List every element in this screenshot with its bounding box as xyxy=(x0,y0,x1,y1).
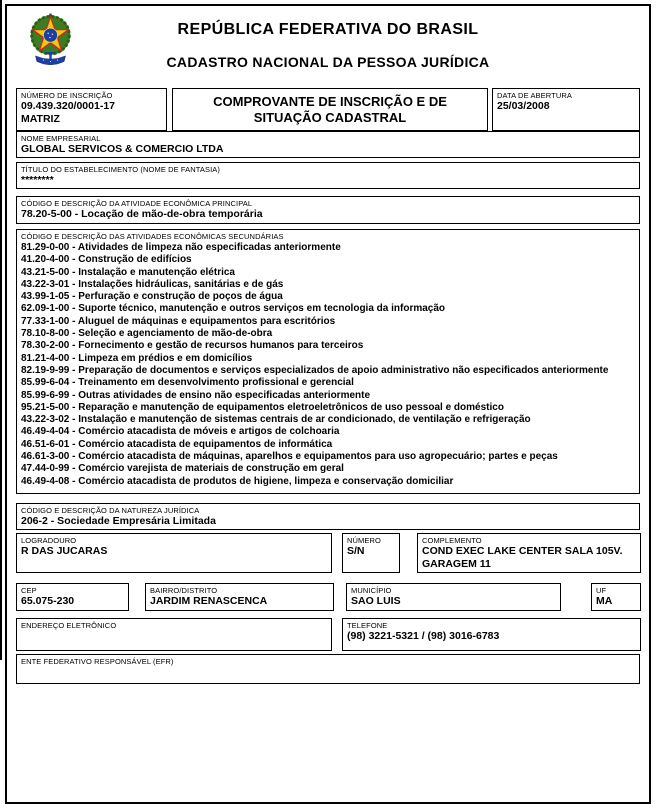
logradouro-label: LOGRADOURO xyxy=(21,536,77,545)
field-logradouro xyxy=(16,533,332,573)
secondary-activity-item: 43.99-1-05 - Perfuração e construção de poços de água xyxy=(21,291,283,303)
secondary-activity-item: 43.21-5-00 - Instalação e manutenção elétrica xyxy=(21,266,235,278)
bairro-value: JARDIM RENASCENCA xyxy=(150,595,268,607)
atividade-principal-label: CÓDIGO E DESCRIÇÃO DA ATIVIDADE ECONÔMICA PRINCIPAL xyxy=(21,199,253,208)
field-telefone xyxy=(342,618,641,651)
logradouro-value: R DAS JUCARAS xyxy=(21,545,108,557)
secondary-activity-item: 82.19-9-99 - Preparação de documentos e serviços especializados de apoio administrativo não especificados anteriormente xyxy=(21,364,609,376)
secondary-activity-item: 81.21-4-00 - Limpeza em prédios e em domicílios xyxy=(21,352,253,364)
bairro-label: BAIRRO/DISTRITO xyxy=(150,586,218,595)
complemento-label: COMPLEMENTO xyxy=(422,536,482,545)
cep-value: 65.075-230 xyxy=(21,595,75,607)
secondary-activity-item: 46.49-4-08 - Comércio atacadista de produtos de higiene, limpeza e conservação domiciliar xyxy=(21,475,454,487)
secondary-activity-item: 47.44-0-99 - Comércio varejista de materiais de construção em geral xyxy=(21,463,344,475)
field-atividades-secundarias xyxy=(16,229,640,494)
complemento-value: COND EXEC LAKE CENTER SALA 105V. GARAGEM 11 xyxy=(422,545,623,570)
field-data-abertura xyxy=(492,88,640,131)
numero-inscricao-value: 09.439.320/0001-17 xyxy=(21,100,116,112)
titulo-estabelecimento-value: ******** xyxy=(21,174,54,186)
telefone-value: (98) 3221-5321 / (98) 3016-6783 xyxy=(347,630,500,642)
natureza-juridica-label: CÓDIGO E DESCRIÇÃO DA NATUREZA JURÍDICA xyxy=(21,506,200,515)
numero-inscricao-label: NÚMERO DE INSCRIÇÃO xyxy=(21,91,113,100)
field-numero xyxy=(342,533,400,573)
secondary-activity-item: 77.33-1-00 - Aluguel de máquinas e equipamentos para escritórios xyxy=(21,315,336,327)
screenshot-left-edge xyxy=(0,0,2,660)
nome-empresarial-value: GLOBAL SERVICOS & COMERCIO LTDA xyxy=(21,143,224,155)
secondary-activities-list xyxy=(21,242,635,488)
secondary-activity-item: 46.49-4-04 - Comércio atacadista de móveis e artigos de colchoaria xyxy=(21,426,340,438)
data-abertura-value: 25/03/2008 xyxy=(497,100,550,112)
field-bairro-distrito xyxy=(145,583,334,611)
field-endereco-eletronico xyxy=(16,618,332,651)
uf-label: UF xyxy=(596,586,607,595)
secondary-activity-item: 81.29-0-00 - Atividades de limpeza não especificadas anteriormente xyxy=(21,242,341,253)
field-ente-federativo xyxy=(16,654,640,684)
field-municipio xyxy=(346,583,561,611)
nome-empresarial-label: NOME EMPRESARIAL xyxy=(21,134,101,143)
secondary-activity-item: 95.21-5-00 - Reparação e manutenção de equipamentos eletroeletrônicos de uso pessoal e doméstico xyxy=(21,401,504,413)
atividade-principal-value: 78.20-5-00 - Locação de mão-de-obra temporária xyxy=(21,208,263,220)
secondary-activity-item: 62.09-1-00 - Suporte técnico, manutenção e outros serviços em tecnologia da informação xyxy=(21,303,446,315)
field-natureza-juridica xyxy=(16,503,640,530)
cep-label: CEP xyxy=(21,586,37,595)
secondary-activity-item: 46.61-3-00 - Comércio atacadista de máquinas, aparelhos e equipamentos para uso agropecuário; partes e peças xyxy=(21,451,558,463)
municipio-value: SAO LUIS xyxy=(351,595,401,607)
secondary-activity-item: 85.99-6-99 - Outras atividades de ensino não especificadas anteriormente xyxy=(21,389,371,401)
endereco-eletronico-label: ENDEREÇO ELETRÔNICO xyxy=(21,621,117,630)
telefone-label: TELEFONE xyxy=(347,621,388,630)
republic-title: REPÚBLICA FEDERATIVA DO BRASIL xyxy=(177,21,479,38)
certificate-title: COMPROVANTE DE INSCRIÇÃO E DE SITUAÇÃO CADASTRAL xyxy=(213,93,447,125)
cnpj-registry-title: CADASTRO NACIONAL DA PESSOA JURÍDICA xyxy=(166,54,490,70)
atividades-secundarias-label: CÓDIGO E DESCRIÇÃO DAS ATIVIDADES ECONÔMICAS SECUNDÁRIAS xyxy=(21,232,284,241)
field-titulo-estabelecimento xyxy=(16,162,640,189)
field-cep xyxy=(16,583,129,611)
secondary-activity-item: 78.10-8-00 - Seleção e agenciamento de mão-de-obra xyxy=(21,328,273,340)
secondary-activity-item: 46.51-6-01 - Comércio atacadista de equipamentos de informática xyxy=(21,438,333,450)
secondary-activity-item: 41.20-4-00 - Construção de edifícios xyxy=(21,254,192,266)
data-abertura-label: DATA DE ABERTURA xyxy=(497,91,572,100)
secondary-activity-item: 43.22-3-01 - Instalações hidráulicas, sanitárias e de gás xyxy=(21,278,284,290)
municipio-label: MUNICÍPIO xyxy=(351,586,392,595)
numero-label: NÚMERO xyxy=(347,536,381,545)
secondary-activity-item: 43.22-3-02 - Instalação e manutenção de sistemas centrais de ar condicionado, de ventilação e refrigeração xyxy=(21,414,531,426)
titulo-estabelecimento-label: TÍTULO DO ESTABELECIMENTO (NOME DE FANTASIA) xyxy=(21,165,221,174)
matriz-flag: MATRIZ xyxy=(21,112,60,125)
field-uf xyxy=(591,583,641,611)
secondary-activity-item: 78.30-2-00 - Fornecimento e gestão de recursos humanos para terceiros xyxy=(21,340,364,352)
certificate-title-box xyxy=(172,88,488,131)
field-numero-inscricao xyxy=(16,88,167,131)
field-nome-empresarial xyxy=(16,131,640,158)
uf-value: MA xyxy=(596,595,613,607)
field-atividade-principal xyxy=(16,196,640,224)
field-complemento xyxy=(417,533,641,573)
ente-federativo-label: ENTE FEDERATIVO RESPONSÁVEL (EFR) xyxy=(21,657,174,666)
secondary-activity-item: 85.99-6-04 - Treinamento em desenvolvimento profissional e gerencial xyxy=(21,377,354,389)
natureza-juridica-value: 206-2 - Sociedade Empresária Limitada xyxy=(21,515,216,527)
numero-value: S/N xyxy=(347,545,365,557)
